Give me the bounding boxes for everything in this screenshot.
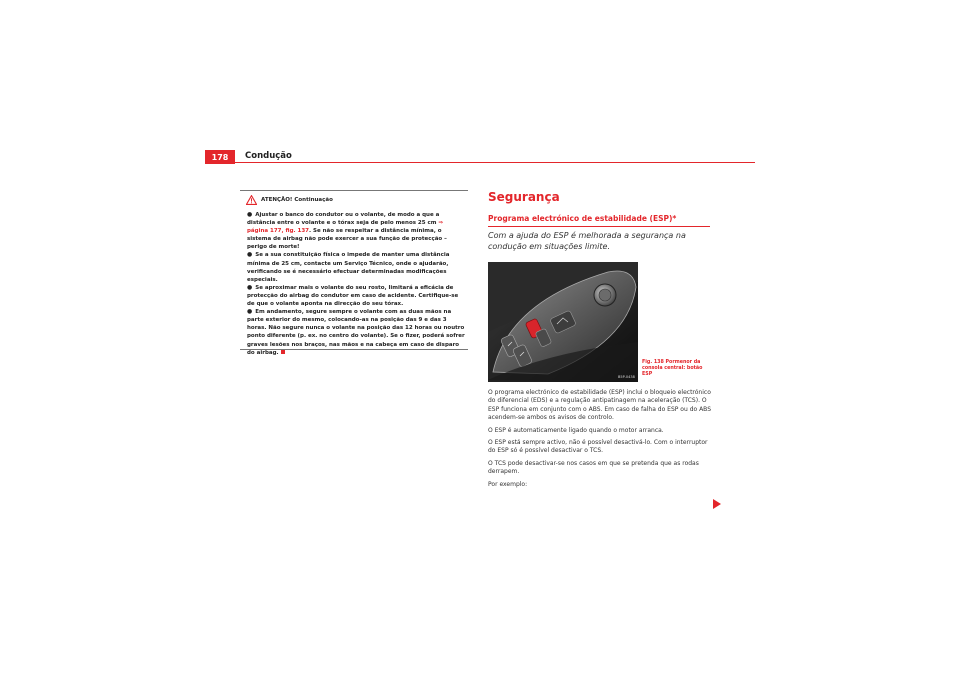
paragraph-2: O ESP é automaticamente ligado quando o motor arranca. bbox=[488, 426, 664, 434]
running-title: Condução bbox=[245, 151, 292, 161]
end-of-section-icon bbox=[281, 350, 285, 354]
subsection-title: Programa electrónico de estabilidade (ESP)* bbox=[488, 214, 677, 223]
warning-title: ATENÇÃO! Continuação bbox=[261, 197, 333, 203]
paragraph-4: O TCS pode desactivar-se nos casos em que se pretenda que as rodas derrapem. bbox=[488, 459, 699, 476]
next-page-arrow-icon[interactable] bbox=[713, 494, 721, 513]
warning-item-4: ● Em andamento, segure sempre o volante com as duas mãos na parte exterior do mesmo, colocando-as na posição das 9 e das 3 horas. Não segure nunca o volante na posição das 12 horas ou noutro ponto diferente (p. ex. no centro do volante). Se o fizer, poderá sofrer graves lesões nos braços, nas mãos e na cabeça em caso de disparo do airbag. bbox=[247, 308, 465, 356]
warning-item-2: ● Se a sua constituição física o impede de manter uma distância mínima de 25 cm, contacte um Serviço Técnico, onde o ajudarão, verificando se é necessário efectuar determinadas modificações especiais. bbox=[247, 251, 450, 283]
figure-caption: Fig. 138 Pormenor da consola central: botão ESP bbox=[642, 360, 703, 377]
bullet-icon: ● bbox=[247, 308, 253, 316]
warning-item-3: ● Se aproximar mais o volante do seu rosto, limitará a eficácia de protecção do airbag do condutor em caso de acidente. Certifique-se de que o volante aponta na direcção do seu tórax. bbox=[247, 283, 459, 308]
paragraph-5: Por exemplo: bbox=[488, 480, 528, 488]
page-reference-link[interactable]: ⇒ página 177, fig. 137 bbox=[247, 220, 444, 235]
warning-triangle-icon bbox=[246, 195, 257, 205]
subsection-rule bbox=[488, 226, 710, 227]
figure-code: B5P-0438 bbox=[618, 375, 635, 379]
intro-text: Com a ajuda do ESP é melhorada a segurança na condução em situações limite. bbox=[488, 231, 686, 251]
figure-photo bbox=[488, 262, 638, 382]
body-text bbox=[488, 389, 713, 493]
warning-item-1: ● Ajustar o banco do condutor ou o volante, de modo a que a distância entre o volante e o tórax seja de pelo menos 25 cm ⇒ página 177, fig. 137. Se não se respeitar a distância mínima, o sistema de airbag não pode exercer a sua função de protecção – perigo de morte! bbox=[247, 211, 447, 251]
header-rule bbox=[205, 162, 755, 163]
paragraph-1: O programa electrónico de estabilidade (ESP) inclui o bloqueio electrónico do diferencial (EDS) e a regulação antipatinagem na aceleração (TCS). O ESP funciona em conjunto com o ABS. Em caso de falha do ESP ou do ABS acendem-se ambos os avisos de controlo. bbox=[488, 389, 711, 422]
page-number-text: 178 bbox=[211, 152, 229, 162]
bullet-icon: ● bbox=[247, 251, 253, 259]
warning-body bbox=[247, 211, 465, 357]
bullet-icon: ● bbox=[247, 211, 253, 218]
bullet-icon: ● bbox=[247, 283, 253, 291]
paragraph-3: O ESP está sempre activo, não é possível desactivá-lo. Com o interruptor do ESP só é possível desactivar o TCS. bbox=[488, 439, 708, 455]
warning-header bbox=[246, 195, 333, 205]
section-title: Segurança bbox=[488, 190, 560, 204]
esp-console-illustration bbox=[488, 262, 638, 382]
warning-box bbox=[240, 190, 468, 356]
